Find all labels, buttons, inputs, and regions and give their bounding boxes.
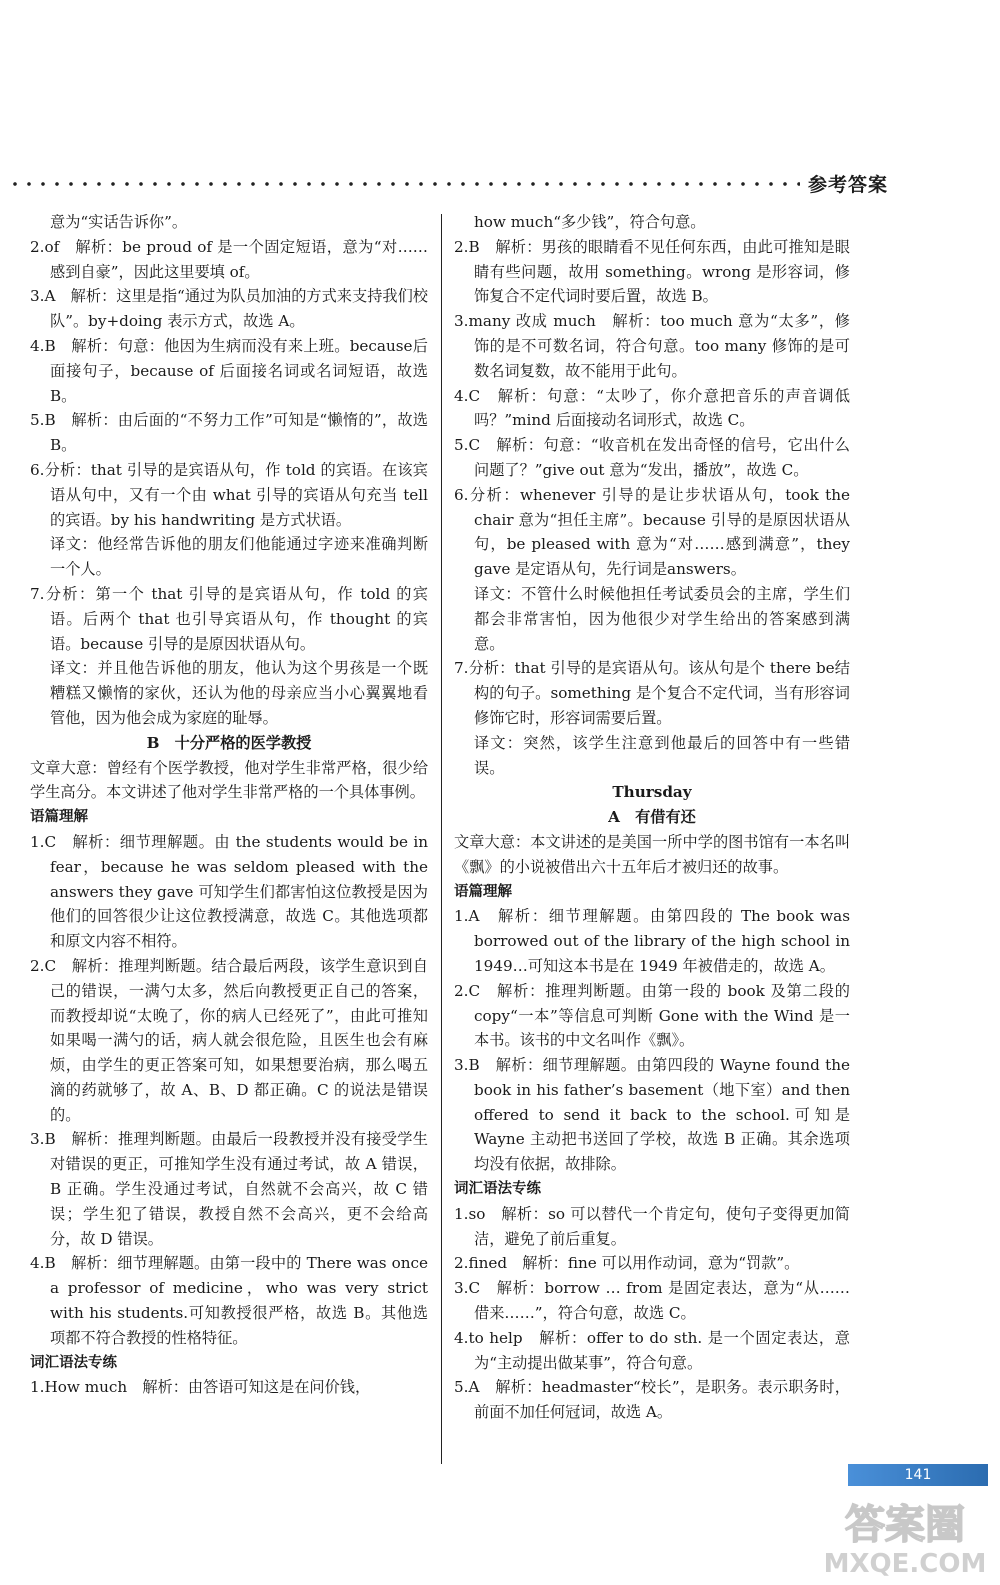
right-paragraph: 2.fined 解析：fine 可以用作动词，意为“罚款”。: [454, 1254, 800, 1273]
left-paragraph: 译文：并且他告诉他的朋友，他认为这个男孩是一个既糟糕又懒惰的家伙，还认为他的母亲应当小心翼翼地看管他，因为他会成为家庭的耻辱。: [50, 659, 428, 727]
left-paragraph: 文章大意：曾经有个医学教授，他对学生非常严格，很少给学生高分。本文讲述了他对学生非常严格的一个具体事例。: [30, 758, 428, 802]
right-paragraph: 1.so 解析：so 可以替代一个肯定句，使句子变得更加简洁，避免了前后重复。: [454, 1204, 850, 1248]
right-paragraph: 3.many 改成 much 解析：too much 意为“太多”，修饰的是不可数名词，符合句意。too many 修饰的是可数名词复数，故不能用于此句。: [454, 312, 850, 380]
right-paragraph: 2.C 解析：推理判断题。由第一段的 book 及第二段的 copy“一本”等信息可判断 Gone with the Wind 是一本书。该书的中文名叫作《飘》。: [454, 981, 850, 1050]
left-paragraph: 2.of 解析：be proud of 是一个固定短语，意为“对……感到自豪”，因此这里要填 of。: [30, 237, 428, 281]
page-number: 141: [848, 1464, 988, 1486]
right-paragraph: Thursday: [612, 783, 692, 802]
right-paragraph: 6.分析：whenever 引导的是让步状语从句，took the chair 意为“担任主席”。because 引导的是原因状语从句，be pleased with 意为“对……感到满意”，they gave 是定语从句，先行词是answers。: [454, 485, 850, 579]
left-paragraph: 5.B 解析：由后面的“不努力工作”可知是“懒惰的”，故选 B。: [30, 411, 428, 455]
left-paragraph: B 十分严格的医学教授: [146, 733, 312, 752]
right-paragraph: 文章大意：本文讲述的是美国一所中学的图书馆有一本名叫《飘》的小说被借出六十五年后才被归还的故事。: [454, 832, 850, 876]
left-paragraph: 意为“实话告诉你”。: [50, 213, 188, 231]
right-column: [454, 210, 850, 1425]
left-paragraph: 6.分析：that 引导的是宾语从句，作 told 的宾语。在该宾语从句中，又有一个由 what 引导的宾语从句充当 tell 的宾语。by his handwriting 是方式状语。: [30, 460, 428, 529]
watermark-text-en: MXQE.COM: [823, 1549, 987, 1579]
left-paragraph: 7.分析：第一个 that 引导的是宾语从句，作 told 的宾语。后两个 that 也引导宾语从句，作 thought 的宾语。because 引导的是原因状语从句。: [30, 584, 428, 653]
dotted-rule: [8, 182, 800, 186]
right-paragraph: 5.C 解析：句意：“收音机在发出奇怪的信号，它出什么问题了？”give out 意为“发出，播放”，故选 C。: [454, 436, 850, 479]
left-paragraph: 4.B 解析：句意：他因为生病而没有来上班。because后面接句子，because of 后面接名词或名词短语，故选 B。: [30, 336, 428, 405]
right-paragraph: 3.C 解析：borrow … from 是固定表达，意为“从……借来……”，符合句意，故选 C。: [454, 1279, 850, 1323]
left-paragraph: 1.C 解析：细节理解题。由 the students would be in fear，because he was seldom pleased with the answers they gave 可知学生们都害怕这位教授是因为他们的回答很少让这位教授满意，故选 C。其他选项都和原文内容不相符。: [30, 832, 428, 951]
right-paragraph: 1.A 解析：细节理解题。由第四段的 The book was borrowed out of the library of the high school in 1949…可知这本书是在 1949 年被借走的，故选 A。: [454, 907, 850, 975]
left-paragraph: 语篇理解: [30, 809, 88, 826]
header-title: 参考答案: [808, 174, 889, 196]
left-paragraph: 3.B 解析：推理判断题。由最后一段教授并没有接受学生对错误的更正，可推知学生没有通过考试，故 A 错误，B 正确。学生没通过考试，自然就不会高兴，故 C 错误；学生犯了错误，教授自然不会高兴，更不会给高分，故 D 错误。: [30, 1130, 428, 1248]
right-paragraph: 5.A 解析：headmaster“校长”，是职务。表示职务时，前面不加任何冠词，故选 A。: [454, 1378, 850, 1422]
right-paragraph: 7.分析：that 引导的是宾语从句。该从句是个 there be结构的句子。something 是个复合不定代词，当有形容词修饰它时，形容词需要后置。: [454, 659, 850, 727]
left-paragraph: 译文：他经常告诉他的朋友们他能通过字迹来准确判断一个人。: [50, 535, 428, 579]
left-column: [30, 210, 428, 1400]
right-paragraph: 词汇语法专练: [454, 1181, 541, 1198]
page-header: [0, 162, 1000, 202]
watermark-text-cn: 答案圈: [845, 1502, 965, 1548]
left-paragraph: 2.C 解析：推理判断题。结合最后两段，该学生意识到自己的错误，一满勺太多，然后向教授更正自己的答案，而教授却说“太晚了，你的病人已经死了”，由此可推知如果喝一满勺的话，病人就会很危险，且医生也会有麻烦，由学生的更正答案可知，如果想要治病，那么喝五滴的药就够了，故 A、B、D 都正确。C 的说法是错误的。: [30, 956, 428, 1124]
left-paragraph: 1.How much 解析：由答语可知这是在问价钱，: [30, 1378, 371, 1397]
right-paragraph: 2.B 解析：男孩的眼睛看不见任何东西，由此可推知是眼睛有些问题，故用 something。wrong 是形容词，修饰复合不定代词时要后置，故选 B。: [454, 237, 850, 306]
left-paragraph: 4.B 解析：细节理解题。由第一段中的 There was once a professor of medicine，who was very strict with his students.可知教授很严格，故选 B。其他选项都不符合教授的性格特征。: [30, 1254, 428, 1347]
left-paragraph: 词汇语法专练: [30, 1354, 117, 1371]
watermark-logo: [820, 1490, 990, 1580]
right-paragraph: 语篇理解: [454, 883, 512, 900]
right-paragraph: A 有借有还: [608, 808, 696, 827]
right-paragraph: how much“多少钱”，符合句意。: [474, 213, 706, 231]
right-paragraph: 译文：突然，该学生注意到他最后的回答中有一些错误。: [474, 733, 850, 777]
left-paragraph: 3.A 解析：这里是指“通过为队员加油的方式来支持我们校队”。by+doing 表示方式，故选 A。: [30, 287, 428, 331]
right-paragraph: 4.to help 解析：offer to do sth. 是一个固定表达，意为“主动提出做某事”，符合句意。: [454, 1328, 850, 1372]
right-paragraph: 4.C 解析：句意：“太吵了，你介意把音乐的声音调低吗？”mind 后面接动名词形式，故选 C。: [454, 386, 850, 430]
right-paragraph: 3.B 解析：细节理解题。由第四段的 Wayne found the book in his father’s basement（地下室）and then offered to send it back to the school.可知是 Wayne 主动把书送回了学校，故选 B 正确。其余选项均没有依据，故排除。: [454, 1056, 850, 1174]
right-paragraph: 译文：不管什么时候他担任考试委员会的主席，学生们都会非常害怕，因为他很少对学生给出的答案感到满意。: [474, 584, 850, 653]
column-divider: [441, 214, 442, 1464]
